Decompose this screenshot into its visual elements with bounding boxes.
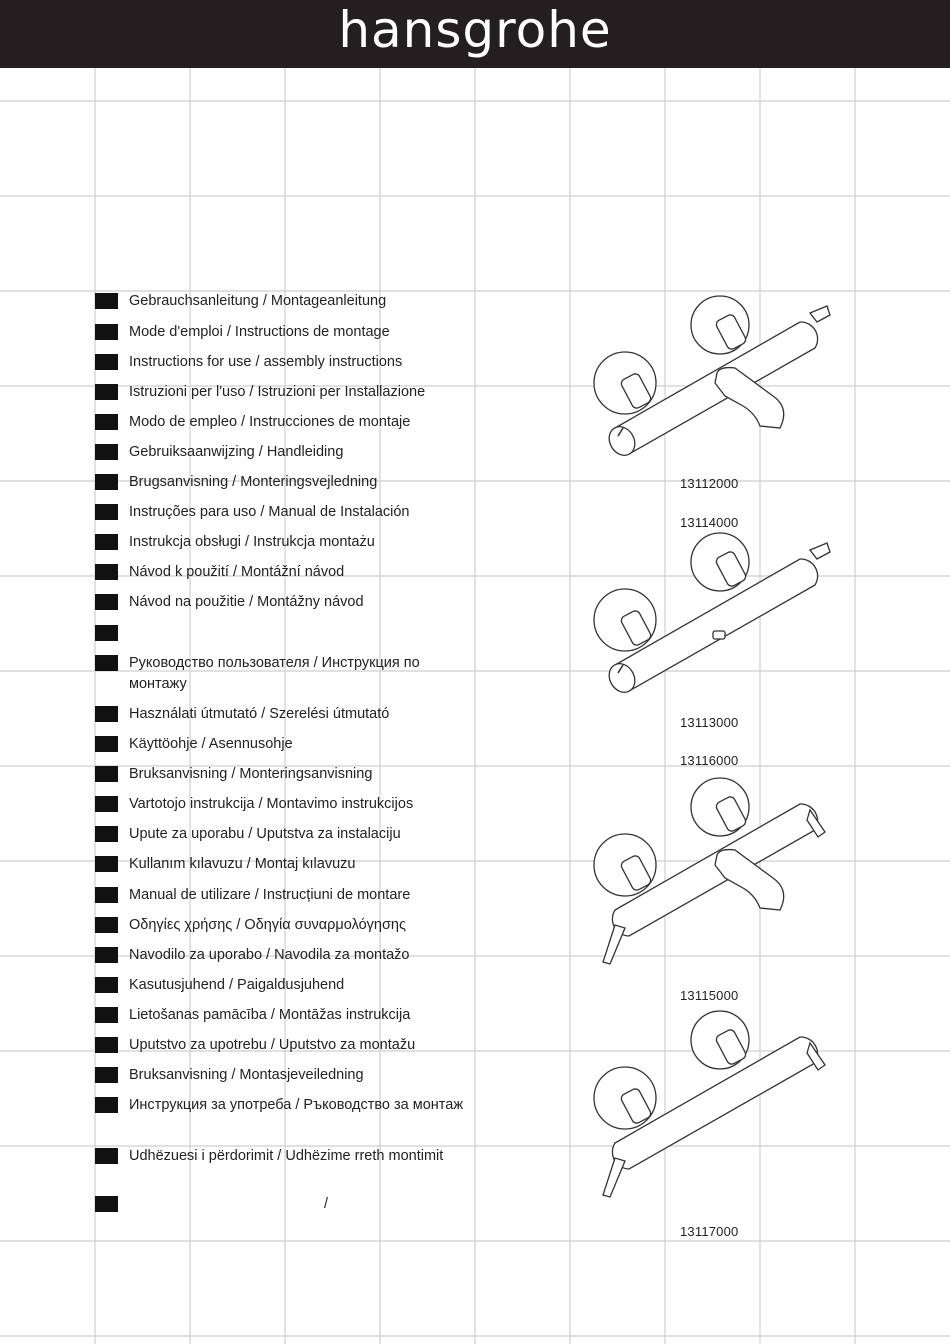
language-code-box bbox=[95, 736, 118, 752]
language-title: Upute za uporabu / Uputstva za instalaciju bbox=[129, 826, 401, 842]
language-code-box bbox=[95, 1097, 118, 1113]
brand-header bbox=[0, 0, 950, 68]
language-title: Kullanım kılavuzu / Montaj kılavuzu bbox=[129, 856, 356, 872]
language-code-box bbox=[95, 324, 118, 340]
model-number: 13114000 bbox=[680, 515, 739, 530]
language-title: Instrukcja obsługi / Instrukcja montażu bbox=[129, 534, 375, 550]
language-title: Uputstvo za upotrebu / Uputstvo za montažu bbox=[129, 1037, 416, 1053]
language-title: Használati útmutató / Szerelési útmutató bbox=[129, 706, 390, 722]
language-title: Instruções para uso / Manual de Instalación bbox=[129, 504, 410, 520]
language-code-box bbox=[95, 564, 118, 580]
language-code-box bbox=[95, 1196, 118, 1212]
language-title: Bruksanvisning / Montasjeveiledning bbox=[129, 1067, 364, 1083]
language-title: Modo de empleo / Instrucciones de montaje bbox=[129, 414, 411, 430]
language-code-box bbox=[95, 917, 118, 933]
language-title: Руководство пользователя / Инструкция по монтажу bbox=[129, 655, 420, 692]
language-title: Navodilo za uporabo / Navodila za montažo bbox=[129, 947, 410, 963]
language-title: Návod k použití / Montážní návod bbox=[129, 564, 345, 580]
language-code-box bbox=[95, 384, 118, 400]
language-code-box bbox=[95, 474, 118, 490]
model-number: 13113000 bbox=[680, 715, 739, 730]
language-code-box bbox=[95, 504, 118, 520]
language-code-box bbox=[95, 293, 118, 309]
language-code-box bbox=[95, 1037, 118, 1053]
language-code-box bbox=[95, 534, 118, 550]
model-number: 13117000 bbox=[680, 1224, 739, 1239]
language-code-box bbox=[95, 655, 118, 671]
model-number: 13115000 bbox=[680, 988, 739, 1003]
language-code-box bbox=[95, 625, 118, 641]
language-code-box bbox=[95, 887, 118, 903]
language-code-box bbox=[95, 826, 118, 842]
language-title: Kasutusjuhend / Paigaldusjuhend bbox=[129, 977, 345, 993]
language-title: Lietošanas pamācība / Montāžas instrukcija bbox=[129, 1007, 411, 1023]
language-title: Mode d'emploi / Instructions de montage bbox=[129, 324, 390, 340]
model-number: 13116000 bbox=[680, 753, 739, 768]
language-title: Manual de utilizare / Instrucțiuni de montare bbox=[129, 887, 411, 903]
language-code-box bbox=[95, 414, 118, 430]
language-title: Bruksanvisning / Monteringsanvisning bbox=[129, 766, 373, 782]
language-code-box bbox=[95, 796, 118, 812]
language-code-box bbox=[95, 444, 118, 460]
thermostat-faucet-illustration bbox=[585, 770, 845, 970]
thermostat-faucet-illustration bbox=[585, 525, 845, 700]
language-title: Οδηγίες χρήσης / Οδηγία συναρμολόγησης bbox=[129, 917, 406, 933]
thermostat-faucet-illustration bbox=[585, 288, 845, 463]
language-title: Istruzioni per l'uso / Istruzioni per Installazione bbox=[129, 384, 426, 400]
language-title: Návod na použitie / Montážny návod bbox=[129, 594, 364, 610]
language-code-box bbox=[95, 1007, 118, 1023]
language-title: Käyttöohje / Asennusohje bbox=[129, 736, 293, 752]
language-code-box bbox=[95, 1067, 118, 1083]
language-code-box bbox=[95, 947, 118, 963]
language-title: Vartotojo instrukcija / Montavimo instrukcijos bbox=[129, 796, 414, 812]
language-title: Gebrauchsanleitung / Montageanleitung bbox=[129, 293, 387, 309]
language-code-box bbox=[95, 977, 118, 993]
language-title: Udhëzuesi i përdorimit / Udhëzime rreth montimit bbox=[129, 1148, 444, 1164]
thermostat-faucet-illustration bbox=[585, 1003, 845, 1203]
language-title: Gebruiksaanwijzing / Handleiding bbox=[129, 444, 344, 460]
language-code-box bbox=[95, 706, 118, 722]
language-code-box bbox=[95, 766, 118, 782]
language-code-box bbox=[95, 856, 118, 872]
brand-logo: hansgrohe bbox=[338, 1, 612, 59]
language-title: / bbox=[324, 1196, 329, 1212]
model-number: 13112000 bbox=[680, 476, 739, 491]
language-title: Инструкция за употреба / Ръководство за монтаж bbox=[129, 1097, 464, 1113]
language-title: Brugsanvisning / Monteringsvejledning bbox=[129, 474, 378, 490]
language-code-box bbox=[95, 354, 118, 370]
language-code-box bbox=[95, 594, 118, 610]
language-title: Instructions for use / assembly instructions bbox=[129, 354, 403, 370]
language-code-box bbox=[95, 1148, 118, 1164]
